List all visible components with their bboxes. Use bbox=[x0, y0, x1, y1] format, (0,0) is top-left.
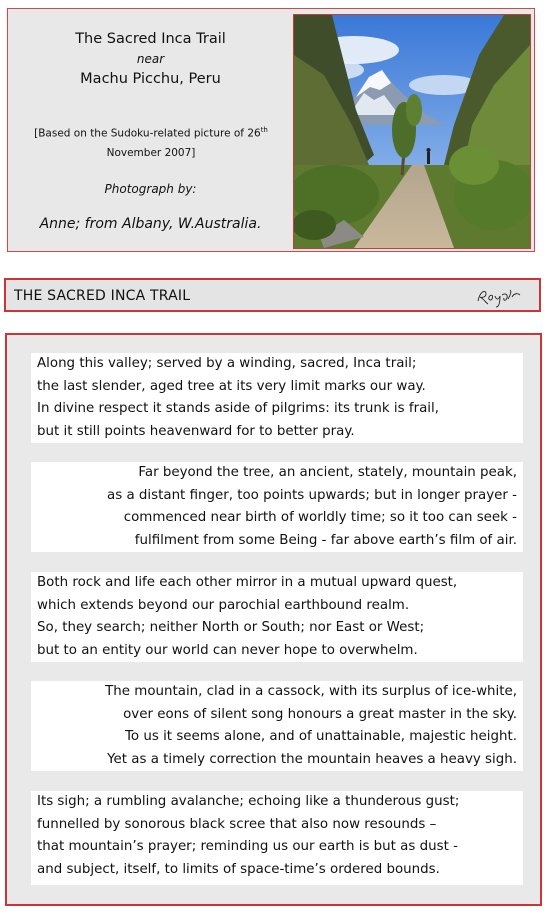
caption-note-line1: [Based on the Sudoku-related picture of 26 bbox=[34, 127, 261, 140]
inca-trail-photo-image bbox=[294, 15, 530, 248]
stanza-line: but it still points heavenward for to better pray. bbox=[37, 423, 355, 439]
stanza-line: but to an entity our world can never hope to overwhelm. bbox=[37, 642, 418, 658]
stanza-line: as a distant finger, too points upwards; but in longer prayer - bbox=[107, 487, 517, 503]
stanza-line: and subject, itself, to limits of space-time’s ordered bounds. bbox=[37, 861, 440, 877]
caption-near: near bbox=[136, 52, 165, 66]
stanza-line: In divine respect it stands aside of pilgrims: its trunk is frail, bbox=[37, 401, 439, 416]
caption-note-sup: th bbox=[260, 126, 268, 134]
photo-caption bbox=[8, 9, 293, 251]
stanza-line: To us it seems alone, and of unattainable, majestic height. bbox=[125, 729, 517, 744]
stanza-line: that mountain’s prayer; reminding us our earth is but as dust - bbox=[37, 839, 458, 854]
caption-title: The Sacred Inca Trail bbox=[75, 31, 226, 47]
caption-photo-by: Photograph by: bbox=[104, 182, 197, 196]
stanza-5 bbox=[31, 791, 523, 885]
poem-title: THE SACRED INCA TRAIL bbox=[14, 288, 191, 304]
stanza-line: which extends beyond our parochial earthbound realm. bbox=[37, 597, 410, 613]
stanza-1 bbox=[31, 353, 523, 443]
stanza-line: Far beyond the tree, an ancient, stately, mountain peak, bbox=[138, 465, 517, 480]
stanza-line: So, they search; neither North or South; nor East or West; bbox=[37, 620, 425, 635]
stanza-line: Its sigh; a rumbling avalanche; echoing like a thunderous gust; bbox=[37, 794, 460, 809]
stanza-line: funnelled by sonorous black scree that also now resounds – bbox=[37, 816, 437, 832]
caption-place: Machu Picchu, Peru bbox=[80, 71, 221, 87]
stanza-line: the last slender, aged tree at its very limit marks our way. bbox=[37, 378, 426, 394]
stanza-3 bbox=[31, 572, 523, 662]
signature-image bbox=[474, 283, 524, 309]
stanza-line: fulfilment from some Being - far above earth’s film of air. bbox=[134, 532, 517, 548]
poem-panel bbox=[5, 333, 542, 906]
title-bar bbox=[4, 278, 541, 312]
top-panel bbox=[7, 8, 535, 252]
stanza-line: commenced near birth of worldly time; so it too can seek - bbox=[123, 510, 517, 525]
caption-note-line2: November 2007] bbox=[106, 146, 196, 159]
caption-author: Anne; from Albany, W.Australia. bbox=[39, 216, 262, 232]
stanza-4 bbox=[31, 681, 523, 771]
stanza-line: Yet as a timely correction the mountain heaves a heavy sigh. bbox=[107, 751, 517, 767]
stanza-line: over eons of silent song honours a great master in the sky. bbox=[123, 706, 517, 722]
stanza-line: Both rock and life each other mirror in a mutual upward quest, bbox=[37, 575, 458, 590]
stanza-2 bbox=[31, 462, 523, 552]
inca-trail-photo bbox=[293, 14, 531, 249]
stanza-line: The mountain, clad in a cassock, with its surplus of ice-white, bbox=[105, 684, 517, 699]
stanza-line: Along this valley; served by a winding, sacred, Inca trail; bbox=[37, 356, 417, 371]
caption-note bbox=[20, 121, 282, 163]
